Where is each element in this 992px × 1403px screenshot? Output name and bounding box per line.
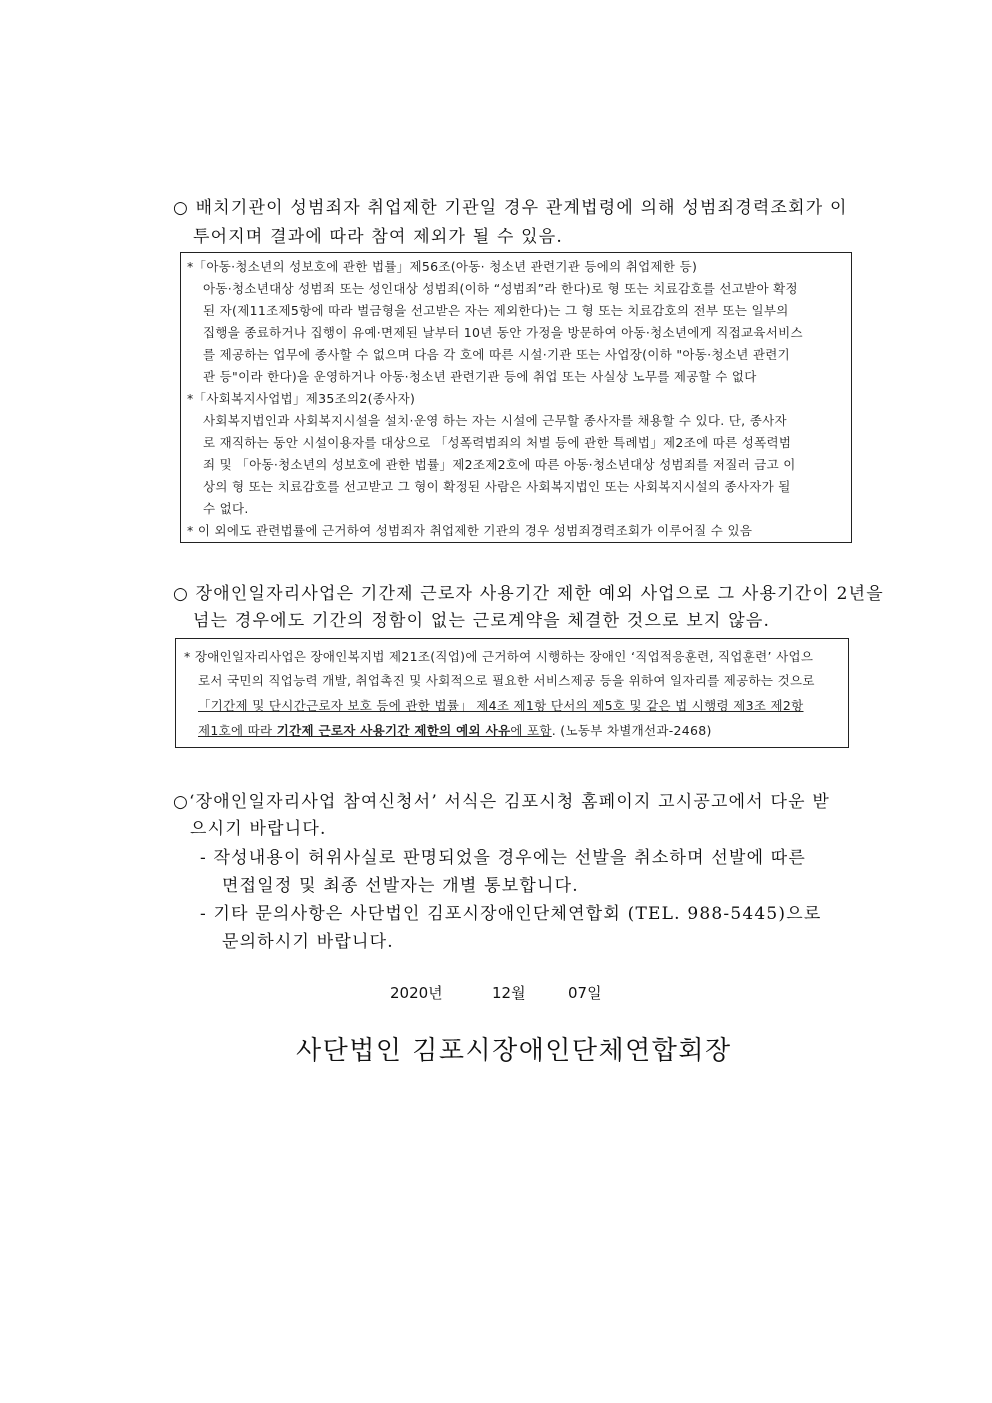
note1-line: 수 없다. [203,501,249,516]
note2-segment: 제1호에 따라 [198,723,277,738]
section3-sub1-line1: - 작성내용이 허위사실로 판명되었을 경우에는 선발을 취소하며 선발에 따른 [200,848,807,868]
section3-sub2-line2: 문의하시기 바랍니다. [222,932,394,952]
note1-line: 된 자(제11조제5항에 따라 벌금형을 선고받은 자는 제외한다)는 그 형 또는 치료감호의 전부 또는 일부의 [203,303,789,318]
note2-line: 「기간제 및 단시간근로자 보호 등에 관한 법률」 제4조 제1항 단서의 제5호 및 같은 법 시행령 제3조 제2항 [198,698,804,713]
legal-note-box-1 [180,252,852,543]
note1-line: 상의 형 또는 치료감호를 선고받고 그 형이 확정된 사람은 사회복지법인 또는 사회복지시설의 종사자가 될 [203,479,791,494]
section3-sub1-line2: 면접일정 및 최종 선발자는 개별 통보합니다. [222,876,579,896]
section3-line1: ○‘장애인일자리사업 참여신청서’ 서식은 김포시청 홈페이지 고시공고에서 다운 받 [173,792,830,812]
note1-line: 집행을 종료하거나 집행이 유예·면제된 날부터 10년 동안 가정을 방문하여 아동·청소년에게 직접교육서비스 [203,325,803,340]
section3-sub2-line1: - 기타 문의사항은 사단법인 김포시장애인단체연합회 (TEL. 988-5445)으로 [200,904,822,924]
note1-line: 관 등"이라 한다)을 운영하거나 아동·청소년 관련기관 등에 취업 또는 사실상 노무를 제공할 수 없다 [203,369,757,384]
section1-line1: ○ 배치기관이 성범죄자 취업제한 기관일 경우 관계법령에 의해 성범죄경력조회가 이 [173,198,848,218]
note1-line: *「사회복지사업법」제35조의2(종사자) [187,391,416,406]
section3-line2: 으시기 바랍니다. [190,819,327,839]
date-day: 07일 [568,984,602,1002]
note1-line: *「아동·청소년의 성보호에 관한 법률」제56조(아동· 청소년 관련기관 등에의 취업제한 등) [187,259,698,274]
note1-line: 사회복지법인과 사회복지시설을 설치·운영 하는 자는 시설에 근무할 종사자를 채용할 수 있다. 단, 종사자 [203,413,787,428]
section2-line1: ○ 장애인일자리사업은 기간제 근로자 사용기간 제한 예외 사업으로 그 사용기간이 2년을 [173,584,884,604]
note2-segment: 에 포함 [510,723,552,738]
note1-line: 로 재직하는 동안 시설이용자를 대상으로 「성폭력범죄의 처벌 등에 관한 특례법」제2조에 따른 성폭력범 [203,435,792,450]
date-month: 12월 [492,984,526,1002]
legal-note-box-2 [175,638,849,748]
note2-emphasis: 기간제 근로자 사용기간 제한의 예외 사유 [276,723,511,738]
note1-line: 아동·청소년대상 성범죄 또는 성인대상 성범죄(이하 “성범죄”라 한다)로 형 또는 치료감호를 선고받아 확정 [203,281,798,296]
note2-line: 로서 국민의 직업능력 개발, 취업촉진 및 사회적으로 필요한 서비스제공 등을 위하여 일자리를 제공하는 것으로 [198,673,815,688]
date-year: 2020년 [390,984,443,1002]
note2-reference: . (노동부 차별개선과-2468) [551,723,712,738]
section1-line2: 투어지며 결과에 따라 참여 제외가 될 수 있음. [193,227,564,247]
note1-line: * 이 외에도 관련법률에 근거하여 성범죄자 취업제한 기관의 경우 성범죄경력조회가 이루어질 수 있음 [187,523,753,538]
note1-line: 죄 및 「아동·청소년의 성보호에 관한 법률」제2조제2호에 따른 아동·청소년대상 성범죄를 저질러 금고 이 [203,457,796,472]
note1-line: 를 제공하는 업무에 종사할 수 없으며 다음 각 호에 따른 시설·기관 또는 사업장(이하 "아동·청소년 관련기 [203,347,790,362]
section2-line2: 넘는 경우에도 기간의 정함이 없는 근로계약을 체결한 것으로 보지 않음. [193,611,771,631]
signature: 사단법인 김포시장애인단체연합회장 [296,1036,732,1066]
note2-line: * 장애인일자리사업은 장애인복지법 제21조(직업)에 근거하여 시행하는 장애인 ‘직업적응훈련, 직업훈련’ 사업으 [184,649,814,664]
note2-line [198,721,712,739]
